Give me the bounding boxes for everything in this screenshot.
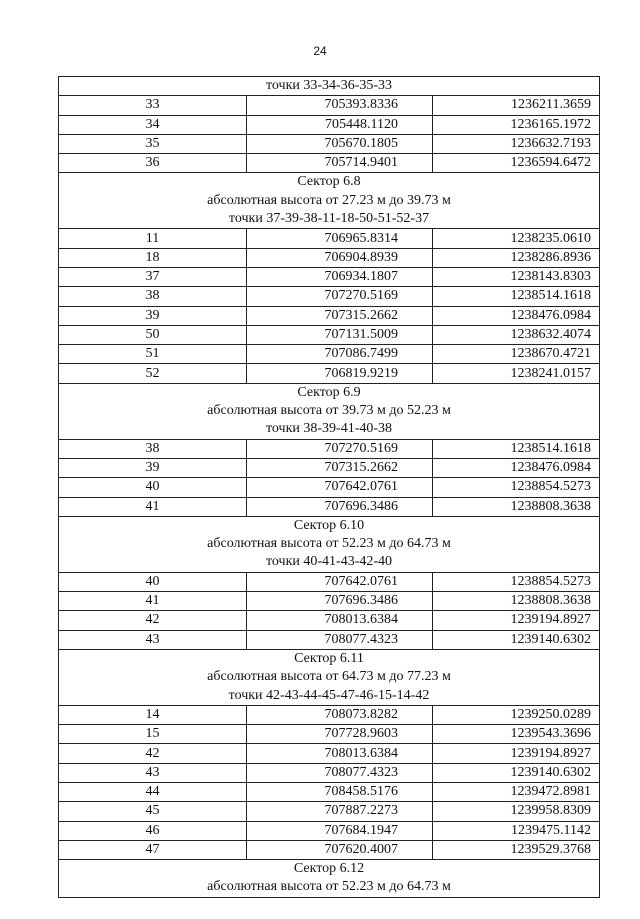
point-number: 35	[59, 134, 247, 153]
point-number: 34	[59, 115, 247, 134]
table-row	[59, 821, 600, 840]
table-row	[59, 134, 600, 153]
table-row	[59, 287, 600, 306]
point-number: 40	[59, 478, 247, 497]
point-number: 37	[59, 267, 247, 286]
point-number: 14	[59, 705, 247, 724]
point-number: 46	[59, 821, 247, 840]
point-number: 38	[59, 439, 247, 458]
table-row	[59, 725, 600, 744]
x-coordinate: 707696.3486	[247, 592, 433, 611]
table-row	[59, 705, 600, 724]
sector-header-cell	[59, 649, 600, 705]
x-coordinate: 708073.8282	[247, 705, 433, 724]
point-number: 52	[59, 364, 247, 383]
x-coordinate: 708077.4323	[247, 763, 433, 782]
table-row	[59, 782, 600, 801]
point-number: 43	[59, 630, 247, 649]
x-coordinate: 707270.5169	[247, 287, 433, 306]
sector-header-row	[59, 649, 600, 705]
y-coordinate: 1238854.5273	[433, 572, 600, 591]
y-coordinate: 1239543.3696	[433, 725, 600, 744]
point-number: 50	[59, 325, 247, 344]
point-number: 41	[59, 497, 247, 516]
x-coordinate: 707086.7499	[247, 345, 433, 364]
sector-header-cell	[59, 860, 600, 898]
point-number: 42	[59, 744, 247, 763]
y-coordinate: 1238476.0984	[433, 458, 600, 477]
sector-title: Сектор 6.12	[293, 861, 365, 877]
y-coordinate: 1238241.0157	[433, 364, 600, 383]
x-coordinate: 707696.3486	[247, 497, 433, 516]
sector-points: абсолютная высота от 52.23 м до 64.73 м	[207, 879, 451, 895]
point-number: 44	[59, 782, 247, 801]
table-row	[59, 592, 600, 611]
point-number: 45	[59, 802, 247, 821]
x-coordinate: 707642.0761	[247, 572, 433, 591]
point-number: 39	[59, 306, 247, 325]
y-coordinate: 1236211.3659	[433, 96, 600, 115]
table-row	[59, 248, 600, 267]
y-coordinate: 1239140.6302	[433, 763, 600, 782]
x-coordinate: 707887.2273	[247, 802, 433, 821]
point-number: 42	[59, 611, 247, 630]
sector-altitude: абсолютная высота от 64.73 м до 77.23 м	[207, 669, 451, 685]
y-coordinate: 1238514.1618	[433, 439, 600, 458]
table-row	[59, 763, 600, 782]
x-coordinate: 708458.5176	[247, 782, 433, 801]
sector-points: точки 37-39-38-11-18-50-51-52-37	[228, 211, 430, 227]
sector-points: точки 33-34-36-35-33	[265, 78, 393, 93]
table-row	[59, 439, 600, 458]
table-row	[59, 345, 600, 364]
y-coordinate: 1238854.5273	[433, 478, 600, 497]
x-coordinate: 707315.2662	[247, 306, 433, 325]
x-coordinate: 707620.4007	[247, 840, 433, 859]
y-coordinate: 1239250.0289	[433, 705, 600, 724]
table-row	[59, 364, 600, 383]
sector-title: Сектор 6.9	[297, 384, 361, 400]
coordinates-table	[58, 76, 600, 898]
sector-header-row	[59, 383, 600, 439]
table-row	[59, 497, 600, 516]
sector-title: Сектор 6.10	[293, 517, 365, 533]
point-number: 51	[59, 345, 247, 364]
y-coordinate: 1236594.6472	[433, 154, 600, 173]
y-coordinate: 1239140.6302	[433, 630, 600, 649]
sector-header-row	[59, 860, 600, 898]
y-coordinate: 1236165.1972	[433, 115, 600, 134]
point-number: 15	[59, 725, 247, 744]
sector-header-row	[59, 516, 600, 572]
point-number: 11	[59, 229, 247, 248]
x-coordinate: 705670.1805	[247, 134, 433, 153]
y-coordinate: 1239475.1142	[433, 821, 600, 840]
table-row	[59, 802, 600, 821]
y-coordinate: 1239529.3768	[433, 840, 600, 859]
point-number: 18	[59, 248, 247, 267]
x-coordinate: 707642.0761	[247, 478, 433, 497]
x-coordinate: 708013.6384	[247, 744, 433, 763]
table-row	[59, 154, 600, 173]
table-row	[59, 458, 600, 477]
sector-header-row	[59, 173, 600, 229]
table-row	[59, 267, 600, 286]
point-number: 39	[59, 458, 247, 477]
y-coordinate: 1238808.3638	[433, 592, 600, 611]
table-row	[59, 96, 600, 115]
x-coordinate: 705448.1120	[247, 115, 433, 134]
point-number: 41	[59, 592, 247, 611]
x-coordinate: 707131.5009	[247, 325, 433, 344]
y-coordinate: 1238286.8936	[433, 248, 600, 267]
point-number: 40	[59, 572, 247, 591]
point-number: 38	[59, 287, 247, 306]
x-coordinate: 708013.6384	[247, 611, 433, 630]
table-row	[59, 744, 600, 763]
x-coordinate: 706819.9219	[247, 364, 433, 383]
y-coordinate: 1239194.8927	[433, 611, 600, 630]
y-coordinate: 1239958.8309	[433, 802, 600, 821]
x-coordinate: 705714.9401	[247, 154, 433, 173]
x-coordinate: 707270.5169	[247, 439, 433, 458]
sector-header-cell	[59, 383, 600, 439]
x-coordinate: 707684.1947	[247, 821, 433, 840]
table-row	[59, 478, 600, 497]
x-coordinate: 707315.2662	[247, 458, 433, 477]
y-coordinate: 1238808.3638	[433, 497, 600, 516]
y-coordinate: 1238476.0984	[433, 306, 600, 325]
x-coordinate: 708077.4323	[247, 630, 433, 649]
x-coordinate: 706934.1807	[247, 267, 433, 286]
table-row	[59, 229, 600, 248]
table-row	[59, 630, 600, 649]
point-number: 47	[59, 840, 247, 859]
point-number: 43	[59, 763, 247, 782]
y-coordinate: 1238632.4074	[433, 325, 600, 344]
sector-points: точки 38-39-41-40-38	[265, 421, 393, 437]
x-coordinate: 706965.8314	[247, 229, 433, 248]
sector-header-cell	[59, 77, 600, 96]
x-coordinate: 705393.8336	[247, 96, 433, 115]
point-number: 33	[59, 96, 247, 115]
y-coordinate: 1239472.8981	[433, 782, 600, 801]
sector-altitude: абсолютная высота от 52.23 м до 64.73 м	[207, 536, 451, 552]
table-row	[59, 572, 600, 591]
y-coordinate: 1239194.8927	[433, 744, 600, 763]
sector-header-cell	[59, 173, 600, 229]
y-coordinate: 1238143.8303	[433, 267, 600, 286]
y-coordinate: 1238514.1618	[433, 287, 600, 306]
sector-altitude: абсолютная высота от 27.23 м до 39.73 м	[207, 192, 451, 208]
y-coordinate: 1238235.0610	[433, 229, 600, 248]
table-row	[59, 306, 600, 325]
page-number: 24	[313, 44, 327, 58]
sector-title: Сектор 6.8	[297, 174, 361, 190]
x-coordinate: 707728.9603	[247, 725, 433, 744]
sector-points: точки 42-43-44-45-47-46-15-14-42	[228, 687, 430, 703]
table-row	[59, 611, 600, 630]
sector-header-cell	[59, 516, 600, 572]
y-coordinate: 1236632.7193	[433, 134, 600, 153]
table-row	[59, 840, 600, 859]
x-coordinate: 706904.8939	[247, 248, 433, 267]
point-number: 36	[59, 154, 247, 173]
sector-altitude: абсолютная высота от 39.73 м до 52.23 м	[207, 403, 451, 419]
sector-title: Сектор 6.11	[294, 650, 364, 666]
sector-points: точки 40-41-43-42-40	[265, 554, 393, 570]
table-row	[59, 325, 600, 344]
table-row	[59, 115, 600, 134]
sector-header-row	[59, 77, 600, 96]
y-coordinate: 1238670.4721	[433, 345, 600, 364]
